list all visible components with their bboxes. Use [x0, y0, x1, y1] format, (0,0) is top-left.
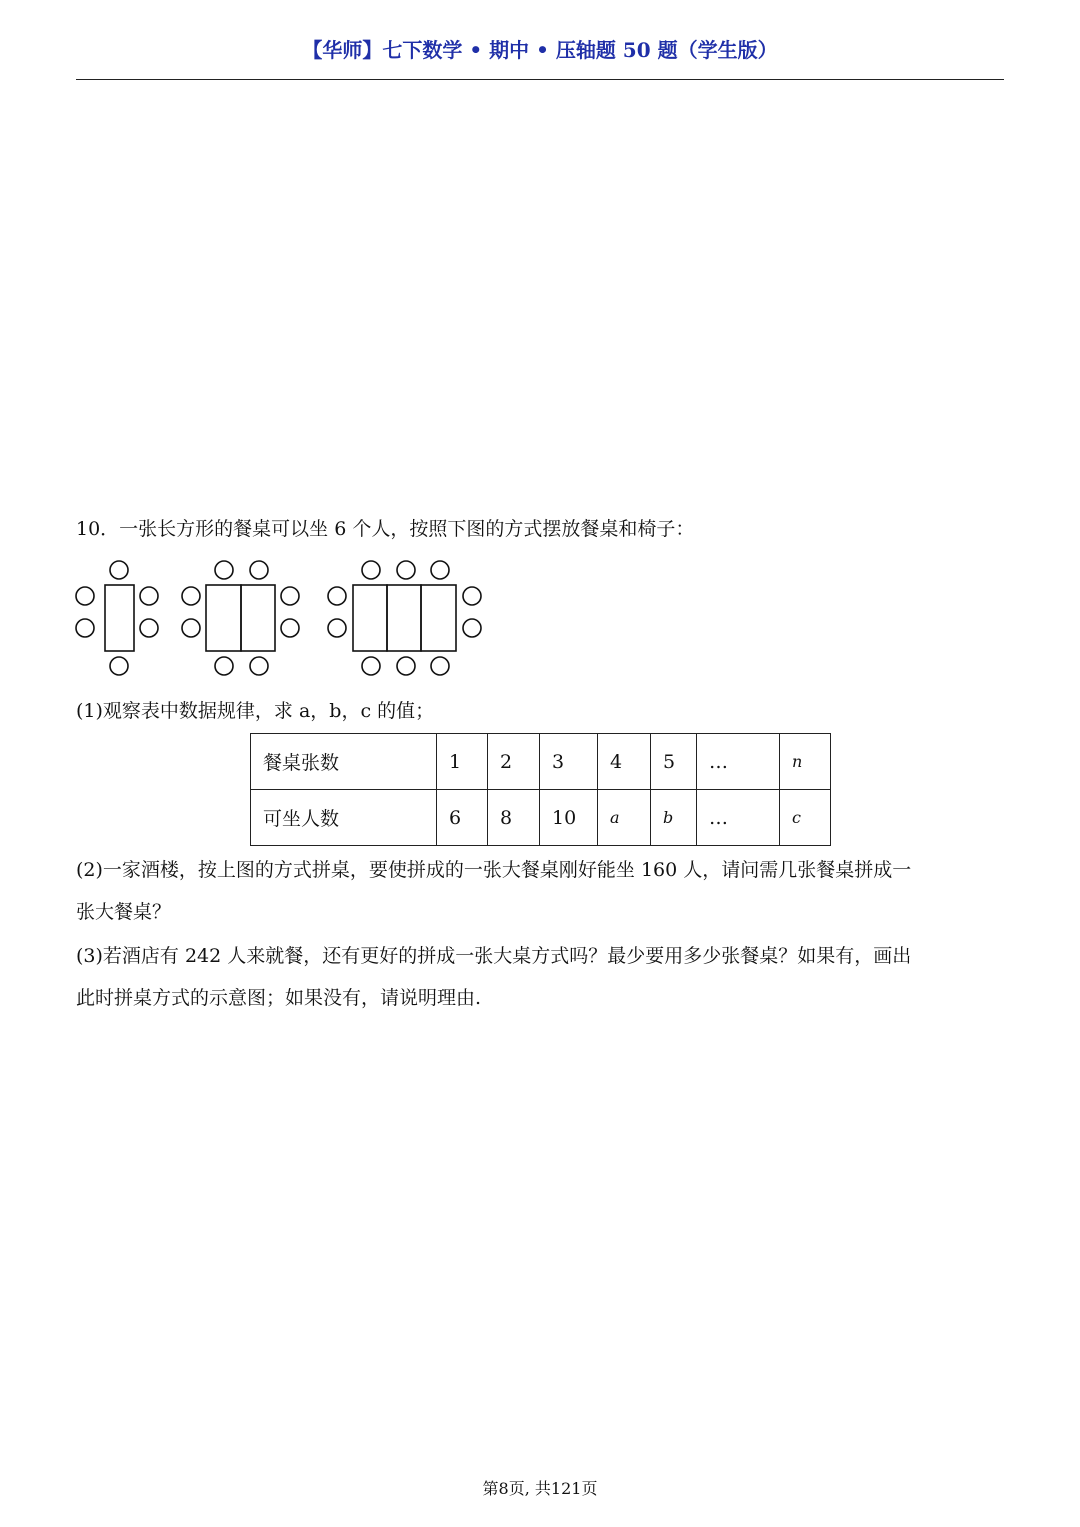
- header-divider: [76, 79, 1004, 80]
- question-part3-line2: 此时拼桌方式的示意图；如果没有，请说明理由.: [76, 987, 482, 1009]
- one-table-arrangement: [76, 561, 158, 675]
- question-part2-line2: 张大餐桌？: [76, 901, 172, 923]
- table-cell: 可坐人数: [251, 790, 437, 846]
- table-cell: 6: [437, 790, 488, 846]
- page-header-title: 【华师】七下数学 • 期中 • 压轴题 50 题（学生版）: [302, 38, 778, 62]
- table-cell: 3: [540, 734, 598, 790]
- table-cell: b: [651, 790, 697, 846]
- question-part3-line1: (3)若酒店有 242 人来就餐，还有更好的拼成一张大桌方式吗？最少要用多少张餐桌？如果有，画出: [76, 945, 912, 967]
- table-cell: a: [598, 790, 651, 846]
- table-cell: 4: [598, 734, 651, 790]
- table-cell: 2: [488, 734, 540, 790]
- question-part1: (1)观察表中数据规律，求 a，b，c 的值；: [76, 700, 435, 722]
- table-cell: 10: [540, 790, 598, 846]
- table-cell: …: [697, 790, 780, 846]
- question-title: 10．一张长方形的餐桌可以坐 6 个人，按照下图的方式摆放餐桌和椅子：: [76, 518, 695, 540]
- table-cell: 8: [488, 790, 540, 846]
- three-tables-arrangement: [328, 561, 481, 675]
- table-cell: n: [780, 734, 831, 790]
- table-cell: 1: [437, 734, 488, 790]
- table-cell: c: [780, 790, 831, 846]
- question-part2-line1: (2)一家酒楼，按上图的方式拼桌，要使拼成的一张大餐桌刚好能坐 160 人，请问需几张餐桌拼成一: [76, 859, 912, 881]
- table-cell: 餐桌张数: [251, 734, 437, 790]
- table-rect: [105, 585, 134, 651]
- table-cell: 5: [651, 734, 697, 790]
- data-table: [250, 733, 831, 846]
- table-row-people: [251, 790, 831, 846]
- table-cell: …: [697, 734, 780, 790]
- table-arrangement-figure: [70, 556, 500, 682]
- two-tables-arrangement: [182, 561, 299, 675]
- page-number: 第8页, 共121页: [482, 1479, 598, 1498]
- table-row-tables: [251, 734, 831, 790]
